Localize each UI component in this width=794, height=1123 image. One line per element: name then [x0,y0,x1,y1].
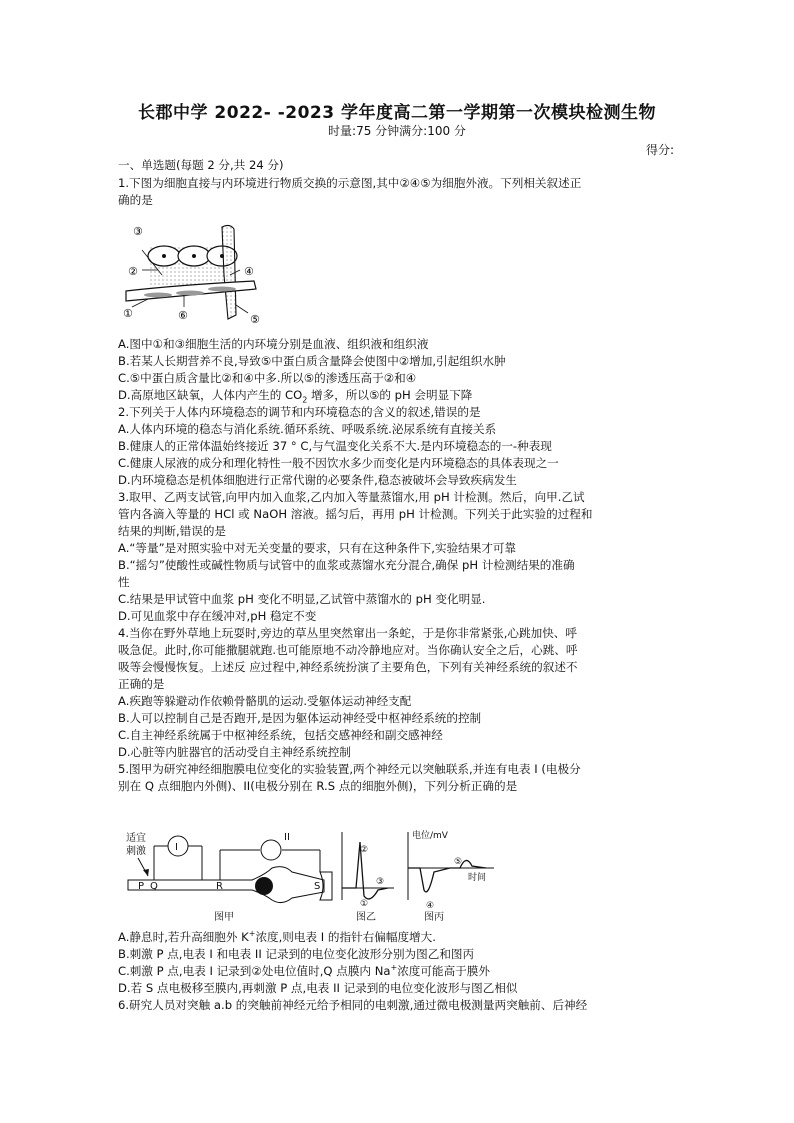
q6-stem-1: 6.研究人员对突触 a.b 的突触前神经元给予相同的电刺激,通过微电极测量两突触前、后神经 [118,998,588,1012]
q3-stem-3: 结果的判断,错误的是 [118,524,227,538]
fig1-label-2: ② [128,265,138,278]
q3-stem-1: 3.取甲、乙两支试管,向甲内加入血浆,乙内加入等量蒸馏水,用 pH 计检测。然后，向甲.乙试 [118,490,585,504]
figure-nerve-experiment [124,828,504,924]
point-p: P [138,881,145,892]
q4-option-b: B.人可以控制自己是否跑开,是因为躯体运动神经受中枢神经系统的控制 [118,711,482,725]
q3-option-b-1: B.“摇匀”使酸性或碱性物质与试管中的血浆或蒸馏水充分混合,确保 pH 计检测结果的准确 [118,558,575,572]
q2-stem: 2.下列关于人体内环境稳态的调节和内环境稳态的含义的叙述,错误的是 [118,405,481,419]
q1-stem-1: 1.下图为细胞直接与内环境进行物质交换的示意图,其中②④⑤为细胞外液。下列相关叙述正 [118,176,582,190]
q1-stem-2: 确的是 [118,193,153,207]
caption-a: 图甲 [214,912,234,923]
q5-option-d: D.若 S 点电极移至膜内,再刺激 P 点,电表 II 记录到的电位变化波形与图乙相似 [118,981,518,995]
page-title: 长郡中学 2022- -2023 学年度高二第一学期第一次模块检测生物 [138,103,656,123]
q3-option-c: C.结果是甲试管中血浆 pH 变化不明显,乙试管中蒸馏水的 pH 变化明显. [118,592,486,606]
exam-info: 时量:75 分钟满分:100 分 [328,124,466,138]
q5-option-c: C.刺激 P 点,电表 I 记录到②处电位值时,Q 点膜内 Na+浓度可能高于膜外 [118,963,490,978]
point-s: S [314,881,321,892]
q5-option-b: B.刺激 P 点,电表 I 和电表 II 记录到的电位变化波形分别为图乙和图丙 [118,947,475,961]
caption-c: 图丙 [424,912,444,923]
q1-option-a: A.图中①和③细胞生活的内环境分别是血液、组织液和组织液 [118,337,429,351]
q4-option-a: A.疾跑等躲避动作依赖骨骼肌的运动.受躯体运动神经支配 [118,694,412,708]
q4-stem-1: 4.当你在野外草地上玩耍时,旁边的草丛里突然窜出一条蛇，于是你非常紧张,心跳加快、呼 [118,626,577,640]
q5-stem-1: 5.图甲为研究神经细胞膜电位变化的实验装置,两个神经元以突触联系,并连有电表 I (电极分 [118,762,581,776]
neuron-nucleus [255,877,273,895]
stim-label-2: 刺激 [126,846,146,857]
mark-b-2: ② [360,845,369,855]
q1-option-b: B.若某人长期营养不良,导致⑤中蛋白质含量降会使图中②增加,引起组织水肿 [118,354,506,368]
q4-option-c: C.自主神经系统属于中枢神经系统，包括交感神经和副交感神经 [118,728,443,742]
fig1-label-3: ③ [133,225,143,238]
point-q: Q [150,881,158,892]
mark-c-5: ⑤ [454,857,463,867]
q1-option-d: D.高原地区缺氧，人体内产生的 $CO_2$ 增多，所以⑤的 pH 会明显下降 [118,388,473,404]
q2-option-c: C.健康人尿液的成分和理化特性一般不因饮水多少而变化是内环境稳态的具体表现之一 [118,456,559,470]
q3-stem-2: 管内各滴入等量的 HCl 或 NaOH 溶液。摇匀后，再用 pH 计检测。下列关于此实验的过程和 [118,507,593,521]
stim-label-1: 适宜 [126,833,146,844]
q2-option-b: B.健康人的正常体温始终接近 37 ° C,与气温变化关系不大.是内环境稳态的一-种表现 [118,439,552,453]
lymph-vessel [222,225,236,319]
meter-1-label: I [175,842,178,853]
q1-option-c: C.⑤中蛋白质含量比②和④中多.所以⑤的渗透压高于②和④ [118,371,417,385]
figure-cell-exchange [118,215,278,325]
q3-option-b-2: 性 [118,575,130,589]
q3-option-d: D.可见血浆中存在缓冲对,pH 稳定不变 [118,609,317,623]
section-heading: 一、单选题(每题 2 分,共 24 分) [118,158,284,172]
q2-option-d: D.内环境稳态是机体细胞进行正常代谢的必要条件,稳态被破坏会导致疾病发生 [118,473,517,487]
q4-option-d: D.心脏等内脏器官的活动受自主神经系统控制 [118,745,351,759]
point-r: R [216,881,223,892]
fig1-label-1: ① [123,307,133,320]
q5-option-a: A.静息时,若升高细胞外 K+浓度,则电表 I 的指针右偏幅度增大. [118,929,436,944]
q3-option-a: A.“等量”是对照实验中对无关变量的要求，只有在这种条件下,实验结果才可靠 [118,541,517,555]
meter-1 [168,836,188,856]
yaxis-label: 电位/mV [412,831,448,841]
mark-b-3: ③ [376,877,385,887]
xaxis-label: 时间 [468,873,487,883]
q4-stem-3: 吸等会慢慢恢复。上述反 应过程中,神经系统扮演了主要角色，下列有关神经系统的叙述不 [118,660,578,674]
q4-stem-2: 吸急促。此时,你可能撒腿就跑.也可能原地不动冷静地应对。当你确认安全之后，心跳、呼 [118,643,578,657]
caption-b: 图乙 [356,912,376,923]
fig1-label-6: ⑥ [178,309,188,322]
q5-stem-2: 别在 Q 点细胞内外侧)、II(电极分别在 R.S 点的细胞外侧)，下列分析正确的是 [118,779,518,793]
q2-option-a: A.人体内环境的稳态与消化系统.循环系统、呼吸系统.泌尿系统有直接关系 [118,422,497,436]
meter-2 [261,840,281,860]
q4-stem-4: 正确的是 [118,677,165,691]
fig1-label-5: ⑤ [250,313,260,325]
score-label: 得分: [645,143,674,157]
mark-c-4: ④ [426,901,435,911]
meter-2-label: II [284,832,290,843]
mark-b-1: ① [360,899,369,909]
fig1-label-4: ④ [244,265,254,278]
